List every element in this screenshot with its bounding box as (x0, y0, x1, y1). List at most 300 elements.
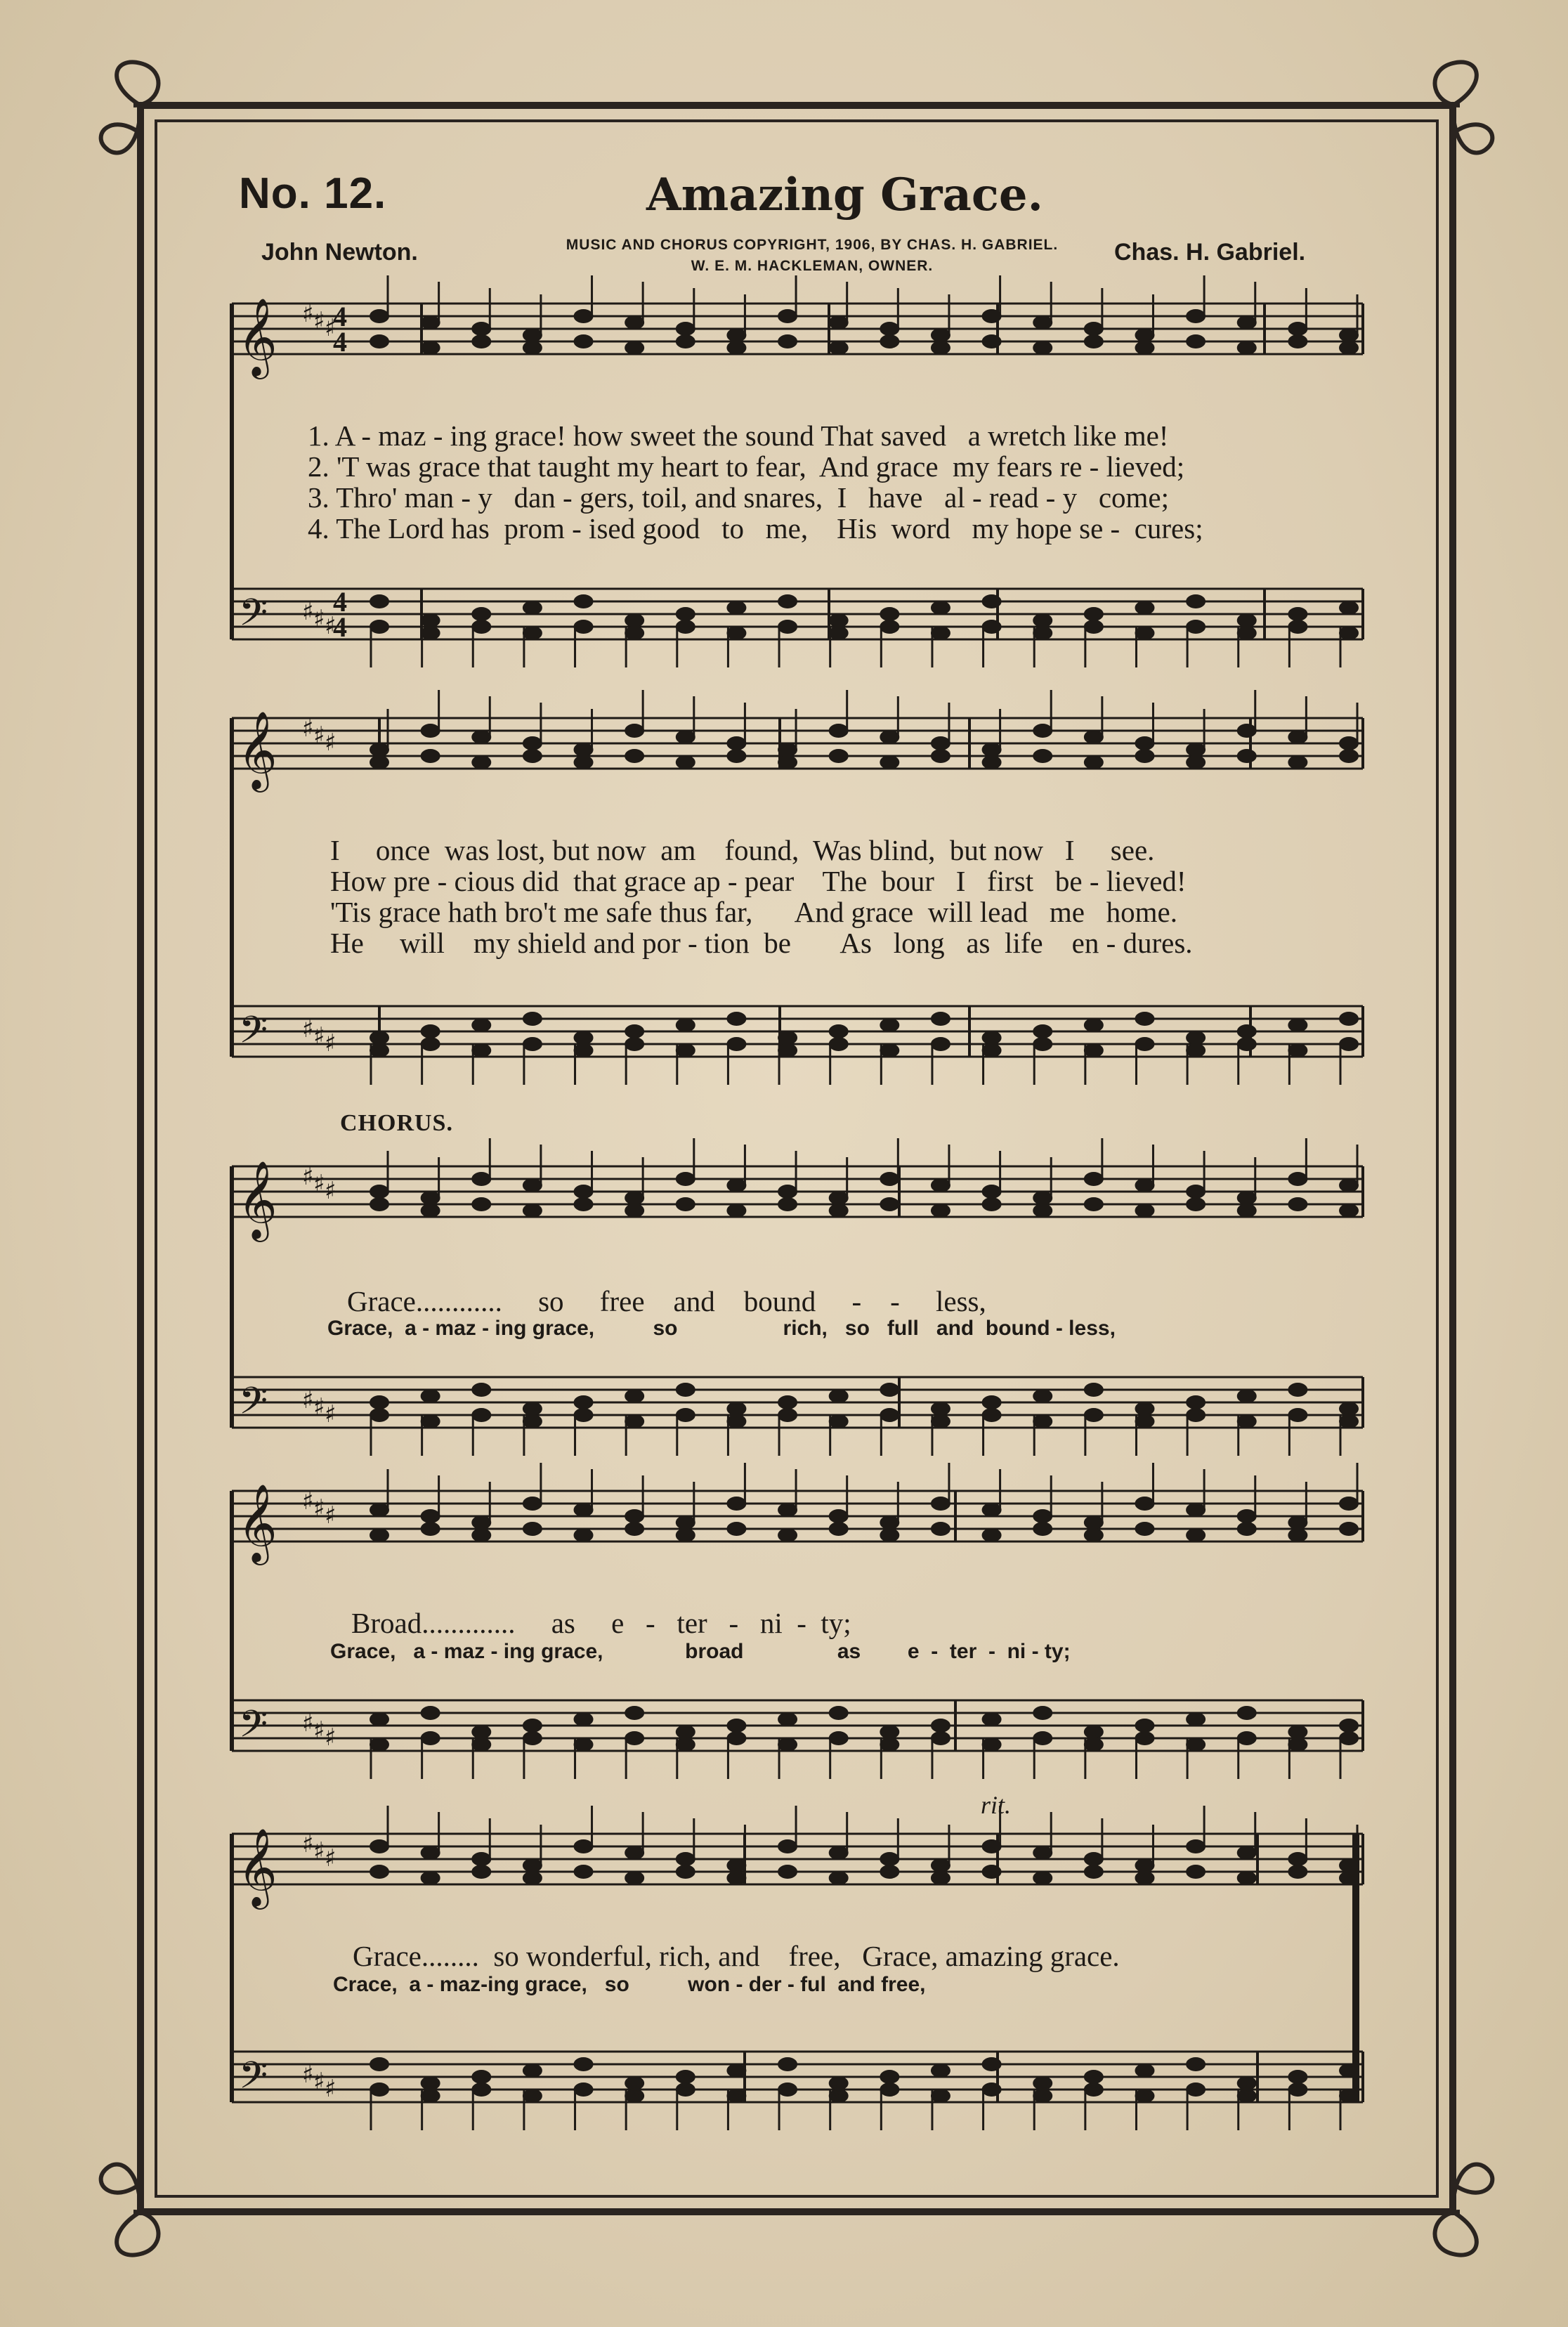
note-head (880, 756, 899, 769)
verse-3-line-2: 'Tis grace hath bro't me safe thus far, And grace will lead me home. (330, 896, 1177, 928)
note-head (983, 335, 1001, 348)
note-head (880, 1044, 899, 1057)
note-head (422, 1390, 440, 1402)
note-head (1238, 750, 1256, 762)
note-head (472, 608, 490, 620)
sharp-sign: ♯ (302, 598, 314, 626)
note-head (422, 2090, 440, 2102)
note-head (422, 1523, 440, 1535)
note-head (880, 322, 899, 335)
note-head (932, 1038, 950, 1050)
note-head (677, 1853, 695, 1865)
note-head (932, 750, 950, 762)
sharp-sign: ♯ (302, 300, 314, 328)
note-head (932, 2090, 950, 2102)
note-head (472, 335, 490, 348)
copyright-line-2: W. E. M. HACKLEMAN, OWNER. (691, 258, 934, 274)
note-head (1340, 1497, 1358, 1510)
sharp-sign: ♯ (325, 612, 337, 640)
note-head (1033, 1025, 1052, 1038)
note-head (677, 1865, 695, 1878)
note-head (1135, 1859, 1154, 1872)
note-head (830, 627, 848, 639)
svg-text:𝄢: 𝄢 (239, 2054, 268, 2106)
verse-1-line-1: 1. A - maz - ing grace! how sweet the sound That saved a wretch like me! (308, 419, 1169, 452)
note-head (932, 1872, 950, 1884)
svg-text:𝄞: 𝄞 (237, 1160, 277, 1239)
note-head (370, 1713, 388, 1726)
note-head (727, 1523, 745, 1535)
note-head (370, 2058, 388, 2071)
note-head (1085, 1198, 1103, 1211)
note-head (880, 1173, 899, 1185)
note-head (1187, 620, 1205, 633)
chorus-line-2: Broad............. as e - ter - ni - ty; (351, 1607, 851, 1639)
svg-text:𝄢: 𝄢 (239, 1703, 268, 1755)
note-head (1238, 1872, 1256, 1884)
note-head (1288, 731, 1307, 743)
note-head (830, 1523, 848, 1535)
note-head (523, 2064, 542, 2077)
note-head (1033, 1204, 1052, 1217)
note-head (1187, 1865, 1205, 1878)
hymn-title: Amazing Grace. (646, 169, 1043, 221)
note-head (1238, 1415, 1256, 1428)
note-head (778, 1409, 797, 1421)
note-head (830, 1707, 848, 1719)
note-head (1033, 1192, 1052, 1204)
verse-4-line-2: He will my shield and por - tion be As long as life en - dures. (330, 927, 1193, 959)
note-head (983, 1396, 1001, 1409)
note-head (677, 731, 695, 743)
note-head (1238, 1390, 1256, 1402)
note-head (1135, 1012, 1154, 1025)
note-head (880, 1738, 899, 1751)
note-head (1288, 1529, 1307, 1541)
note-head (983, 1504, 1001, 1516)
note-head (575, 1865, 593, 1878)
sharp-sign: ♯ (325, 314, 337, 342)
sharp-sign: ♯ (313, 1716, 325, 1745)
note-head (932, 627, 950, 639)
note-head (1033, 1707, 1052, 1719)
note-head (523, 1523, 542, 1535)
note-head (422, 1204, 440, 1217)
note-head (1288, 1726, 1307, 1738)
note-head (1288, 756, 1307, 769)
note-head (1238, 1707, 1256, 1719)
note-head (575, 1529, 593, 1541)
note-head (575, 756, 593, 769)
note-head (1340, 329, 1358, 341)
sharp-sign: ♯ (325, 1501, 337, 1530)
note-head (830, 1510, 848, 1523)
note-head (523, 1038, 542, 1050)
note-head (880, 1198, 899, 1211)
svg-text:𝄞: 𝄞 (237, 297, 277, 376)
note-head (1288, 322, 1307, 335)
note-head (932, 1415, 950, 1428)
note-head (1085, 1738, 1103, 1751)
note-head (1033, 1038, 1052, 1050)
sharp-sign: ♯ (325, 1029, 337, 1057)
note-head (1135, 1402, 1154, 1415)
verse-1-line-2: I once was lost, but now am found, Was blind, but now I see. (330, 834, 1155, 866)
verse-4-line-1: 4. The Lord has prom - ised good to me, His word my hope se - cures; (308, 512, 1203, 545)
sharp-sign: ♯ (302, 1015, 314, 1043)
note-head (1085, 322, 1103, 335)
note-head (472, 1044, 490, 1057)
note-head (575, 1713, 593, 1726)
note-head (1187, 335, 1205, 348)
note-head (523, 1719, 542, 1732)
sharp-sign: ♯ (302, 1163, 314, 1191)
note-head (422, 724, 440, 737)
note-head (880, 1409, 899, 1421)
note-head (830, 1415, 848, 1428)
note-head (1288, 2083, 1307, 2096)
note-head (1085, 620, 1103, 633)
note-head (1135, 1719, 1154, 1732)
note-head (778, 2083, 797, 2096)
note-head (472, 731, 490, 743)
note-head (575, 335, 593, 348)
note-head (370, 335, 388, 348)
note-head (523, 1179, 542, 1192)
note-head (983, 595, 1001, 608)
note-head (370, 1865, 388, 1878)
note-head (1340, 737, 1358, 750)
note-head (1187, 1031, 1205, 1044)
note-head (1187, 1738, 1205, 1751)
sharp-sign: ♯ (325, 1723, 337, 1752)
note-head (370, 743, 388, 756)
note-head (370, 1198, 388, 1211)
note-head (523, 1415, 542, 1428)
note-head (727, 1872, 745, 1884)
note-head (1135, 750, 1154, 762)
note-head (880, 2083, 899, 2096)
note-head (1135, 1732, 1154, 1745)
note-head (880, 1726, 899, 1738)
note-head (932, 1732, 950, 1745)
note-head (370, 2083, 388, 2096)
note-head (1340, 627, 1358, 639)
note-head (677, 1516, 695, 1529)
note-head (778, 743, 797, 756)
note-head (370, 310, 388, 322)
note-head (880, 1529, 899, 1541)
note-head (778, 335, 797, 348)
note-head (1033, 1846, 1052, 1859)
note-head (778, 1185, 797, 1198)
note-head (1340, 1204, 1358, 1217)
note-head (1187, 1185, 1205, 1198)
note-head (880, 1865, 899, 1878)
note-head (1238, 1025, 1256, 1038)
note-head (1238, 2077, 1256, 2090)
note-head (1033, 1415, 1052, 1428)
note-head (472, 1529, 490, 1541)
note-head (983, 1031, 1001, 1044)
note-head (1187, 1409, 1205, 1421)
note-head (625, 316, 643, 329)
note-head (523, 341, 542, 354)
note-head (1085, 1529, 1103, 1541)
note-head (1187, 1044, 1205, 1057)
note-head (1033, 316, 1052, 329)
note-head (370, 595, 388, 608)
note-head (983, 1529, 1001, 1541)
note-head (472, 1173, 490, 1185)
note-head (523, 329, 542, 341)
note-head (830, 1192, 848, 1204)
note-head (370, 1185, 388, 1198)
note-head (1238, 1523, 1256, 1535)
note-head (472, 1409, 490, 1421)
note-head (983, 1044, 1001, 1057)
note-head (727, 1204, 745, 1217)
note-head (422, 1038, 440, 1050)
note-head (983, 1713, 1001, 1726)
note-head (1288, 1738, 1307, 1751)
note-head (932, 1719, 950, 1732)
copyright-line-1: MUSIC AND CHORUS COPYRIGHT, 1906, BY CHAS. H. GABRIEL. (566, 237, 1059, 253)
note-head (677, 322, 695, 335)
note-head (778, 1044, 797, 1057)
note-head (1340, 1415, 1358, 1428)
note-head (370, 1031, 388, 1044)
note-head (625, 2077, 643, 2090)
note-head (422, 316, 440, 329)
note-head (778, 1031, 797, 1044)
note-head (880, 1383, 899, 1396)
note-head (983, 743, 1001, 756)
note-head (677, 1738, 695, 1751)
note-head (1085, 2083, 1103, 2096)
note-head (1033, 627, 1052, 639)
note-head (932, 329, 950, 341)
note-head (1033, 1732, 1052, 1745)
note-head (1340, 1038, 1358, 1050)
note-head (523, 2090, 542, 2102)
note-head (1238, 1510, 1256, 1523)
note-head (983, 620, 1001, 633)
note-head (830, 316, 848, 329)
note-head (1187, 2058, 1205, 2071)
note-head (1238, 1192, 1256, 1204)
note-head (422, 1415, 440, 1428)
note-head (1135, 341, 1154, 354)
sharp-sign: ♯ (325, 729, 337, 757)
note-head (677, 1173, 695, 1185)
verse-2-line-2: How pre - cious did that grace ap - pear The bour I first be - lieved! (330, 865, 1187, 897)
svg-text:𝄢: 𝄢 (239, 1009, 268, 1061)
note-head (1238, 1204, 1256, 1217)
note-head (472, 620, 490, 633)
sharp-sign: ♯ (325, 1177, 337, 1205)
note-head (1085, 1516, 1103, 1529)
note-head (932, 341, 950, 354)
note-head (1033, 1510, 1052, 1523)
note-head (1187, 1198, 1205, 1211)
note-head (778, 1738, 797, 1751)
note-head (1340, 750, 1358, 762)
note-head (727, 329, 745, 341)
note-head (1085, 731, 1103, 743)
note-head (778, 1198, 797, 1211)
note-head (472, 322, 490, 335)
note-head (1238, 316, 1256, 329)
note-head (625, 614, 643, 627)
note-head (1033, 614, 1052, 627)
note-head (1340, 601, 1358, 614)
note-head (1288, 1044, 1307, 1057)
note-head (1135, 627, 1154, 639)
note-head (1135, 329, 1154, 341)
sharp-sign: ♯ (302, 1709, 314, 1738)
note-head (1340, 1523, 1358, 1535)
note-head (1085, 1173, 1103, 1185)
note-head (830, 2090, 848, 2102)
note-head (1340, 1732, 1358, 1745)
note-head (370, 1044, 388, 1057)
note-head (830, 1390, 848, 1402)
sharp-sign: ♯ (313, 1837, 325, 1865)
note-head (1135, 1179, 1154, 1192)
note-head (1135, 737, 1154, 750)
svg-text:4: 4 (333, 586, 347, 618)
note-head (1340, 1179, 1358, 1192)
note-head (677, 335, 695, 348)
note-head (625, 1415, 643, 1428)
note-head (1085, 756, 1103, 769)
note-head (422, 1846, 440, 1859)
note-head (370, 1409, 388, 1421)
note-head (370, 756, 388, 769)
note-head (575, 743, 593, 756)
note-head (677, 1529, 695, 1541)
chorus-line-3-echo: Crace, a - maz-ing grace, so won - der - ful and free, (333, 1973, 926, 1996)
note-head (830, 614, 848, 627)
note-head (370, 1840, 388, 1853)
note-head (727, 2090, 745, 2102)
note-head (472, 2083, 490, 2096)
note-head (370, 1738, 388, 1751)
note-head (472, 1516, 490, 1529)
note-head (1187, 310, 1205, 322)
note-head (370, 620, 388, 633)
composer-credit: Chas. H. Gabriel. (1114, 239, 1306, 266)
note-head (880, 608, 899, 620)
note-head (523, 737, 542, 750)
note-head (778, 1865, 797, 1878)
author-credit: John Newton. (261, 239, 418, 266)
verse-3-line-1: 3. Thro' man - y dan - gers, toil, and snares, I have al - read - y come; (308, 481, 1169, 514)
note-head (1288, 620, 1307, 633)
note-head (523, 1204, 542, 1217)
note-head (575, 1044, 593, 1057)
note-head (1187, 1396, 1205, 1409)
note-head (575, 1409, 593, 1421)
note-head (1135, 1038, 1154, 1050)
note-head (677, 1726, 695, 1738)
note-head (1340, 1012, 1358, 1025)
note-head (778, 2058, 797, 2071)
note-head (625, 1732, 643, 1745)
note-head (575, 310, 593, 322)
svg-text:𝄞: 𝄞 (237, 1483, 277, 1562)
note-head (1033, 1390, 1052, 1402)
note-head (1288, 1409, 1307, 1421)
note-head (523, 601, 542, 614)
note-head (575, 595, 593, 608)
note-head (1187, 1504, 1205, 1516)
note-head (880, 335, 899, 348)
note-head (727, 1179, 745, 1192)
sharp-sign: ♯ (325, 2075, 337, 2103)
note-head (625, 1192, 643, 1204)
note-head (830, 750, 848, 762)
note-head (472, 1198, 490, 1211)
note-head (677, 2071, 695, 2083)
verse-2-line-1: 2. 'T was grace that taught my heart to fear, And grace my fears re - lieved; (308, 450, 1185, 483)
note-head (472, 2071, 490, 2083)
note-head (1085, 1853, 1103, 1865)
note-head (1238, 1038, 1256, 1050)
note-head (370, 1529, 388, 1541)
note-head (1288, 608, 1307, 620)
note-head (727, 1719, 745, 1732)
sharp-sign: ♯ (313, 307, 325, 335)
note-head (422, 1510, 440, 1523)
note-head (677, 2083, 695, 2096)
note-head (1033, 750, 1052, 762)
note-head (727, 1415, 745, 1428)
note-head (727, 1038, 745, 1050)
note-head (1085, 1383, 1103, 1396)
chorus-line-2-echo: Grace, a - maz - ing grace, broad as e - ter - ni - ty; (330, 1640, 1071, 1663)
note-head (932, 601, 950, 614)
note-head (778, 1529, 797, 1541)
note-head (625, 1707, 643, 1719)
note-head (625, 750, 643, 762)
sharp-sign: ♯ (302, 2061, 314, 2089)
note-head (575, 1185, 593, 1198)
note-head (1288, 1198, 1307, 1211)
note-head (932, 1204, 950, 1217)
note-head (727, 2064, 745, 2077)
note-head (523, 1012, 542, 1025)
svg-text:4: 4 (333, 326, 347, 358)
note-head (727, 1859, 745, 1872)
note-head (625, 1872, 643, 1884)
note-head (472, 1019, 490, 1031)
note-head (422, 2077, 440, 2090)
note-head (1033, 1523, 1052, 1535)
sharp-sign: ♯ (313, 2068, 325, 2096)
note-head (472, 756, 490, 769)
chorus-line-3: Grace........ so wonderful, rich, and free, Grace, amazing grace. (353, 1940, 1120, 1972)
note-head (422, 1707, 440, 1719)
note-head (523, 1872, 542, 1884)
sharp-sign: ♯ (302, 1386, 314, 1414)
note-head (422, 341, 440, 354)
note-head (523, 1402, 542, 1415)
note-head (880, 731, 899, 743)
note-head (677, 1409, 695, 1421)
note-head (1288, 1383, 1307, 1396)
